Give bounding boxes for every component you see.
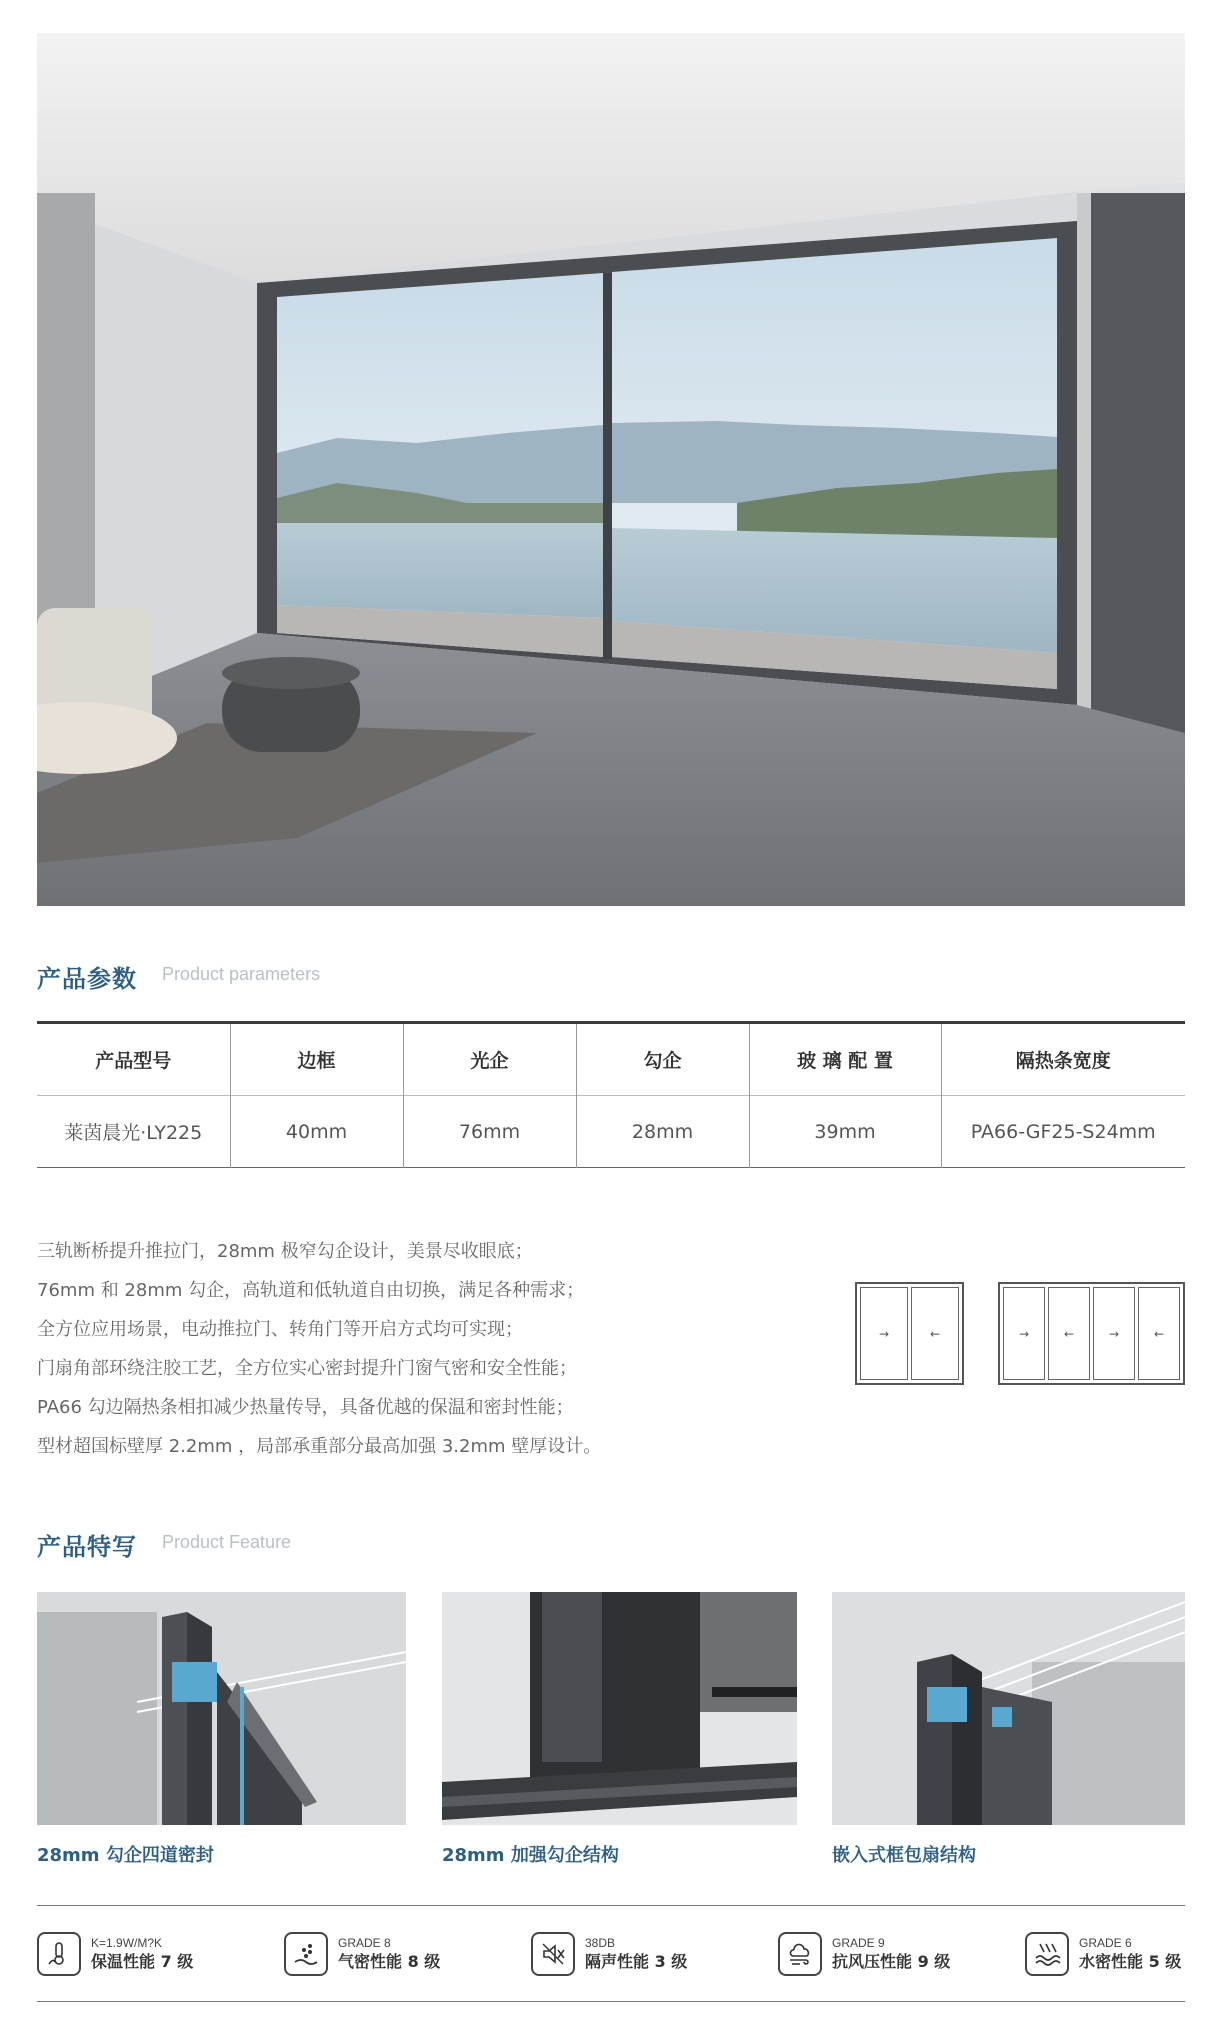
feature-image-embedded-frame [832, 1592, 1185, 1825]
table-header-cell: 光企 [403, 1023, 576, 1096]
door-panel-arrow: → [860, 1287, 908, 1380]
table-cell: 39mm [749, 1096, 941, 1168]
water-tight-icon [1025, 1932, 1069, 1976]
table-header-cell: 产品型号 [95, 1050, 172, 1072]
table-cell: 28mm [576, 1096, 749, 1168]
performance-divider-bottom [37, 2001, 1185, 2002]
features-title: 产品特写 [37, 1533, 137, 1561]
performance-label: 保温性能 7 级 [91, 1952, 194, 1971]
feature-caption: 28mm 加强勾企结构 [442, 1845, 619, 1866]
description-line: 三轨断桥提升推拉门，28mm 极窄勾企设计，美景尽收眼底； [37, 1241, 533, 1262]
two-panel-door-diagram [855, 1282, 964, 1385]
performance-grade: GRADE 9 [832, 1936, 885, 1950]
mute-speaker-icon [531, 1932, 575, 1976]
performance-item-wind [778, 1930, 950, 1978]
performance-item-water [1025, 1930, 1181, 1978]
table-header-cell: 隔热条宽度 [941, 1023, 1185, 1096]
feature-caption: 28mm 勾企四道密封 [37, 1845, 214, 1866]
performance-label: 抗风压性能 9 级 [832, 1952, 951, 1971]
door-panel-arrow: ← [1048, 1287, 1090, 1380]
table-cell: 40mm [230, 1096, 403, 1168]
table-header-cell: 玻 璃 配 置 [749, 1023, 941, 1096]
table-header-cell: 勾企 [576, 1023, 749, 1096]
hero-interior-image [37, 33, 1185, 906]
air-tight-icon [284, 1932, 328, 1976]
params-title: 产品参数 [37, 965, 137, 993]
params-subtitle: Product parameters [162, 964, 321, 984]
door-panel-arrow: → [1003, 1287, 1045, 1380]
description-line: 76mm 和 28mm 勾企，高轨道和低轨道自由切换，满足各种需求； [37, 1280, 585, 1301]
description-line: PA66 勾边隔热条相扣减少热量传导，具备优越的保温和密封性能； [37, 1397, 574, 1418]
performance-item-sound [531, 1930, 687, 1978]
description-line: 门扇角部环绕注胶工艺，全方位实心密封提升门窗气密和安全性能； [37, 1358, 577, 1379]
door-panel-arrow: ← [911, 1287, 959, 1380]
performance-label: 气密性能 8 级 [338, 1952, 441, 1971]
product-description [37, 1232, 797, 1466]
table-row [37, 1096, 1185, 1168]
performance-grade: GRADE 8 [338, 1936, 391, 1950]
feature-caption: 嵌入式框包扇结构 [832, 1845, 976, 1866]
table-cell: 76mm [403, 1096, 576, 1168]
description-line: 全方位应用场景，电动推拉门、转角门等开启方式均可实现； [37, 1319, 523, 1340]
description-line: 型材超国标壁厚 2.2mm ，局部承重部分最高加强 3.2mm 壁厚设计。 [37, 1436, 602, 1457]
table-cell: 莱茵晨光·LY225 [64, 1122, 203, 1144]
four-panel-door-diagram [998, 1282, 1185, 1385]
thermometer-hand-icon [37, 1932, 81, 1976]
performance-grade: 38DB [585, 1936, 616, 1950]
performance-item-thermal [37, 1930, 193, 1978]
door-panel-arrow: ← [1138, 1287, 1180, 1380]
features-subtitle: Product Feature [162, 1532, 292, 1552]
door-panel-arrow: → [1093, 1287, 1135, 1380]
table-header-row [37, 1023, 1185, 1096]
performance-label: 水密性能 5 级 [1079, 1952, 1182, 1971]
performance-grade: GRADE 6 [1079, 1936, 1132, 1950]
table-header-cell: 边框 [230, 1023, 403, 1096]
parameters-table [37, 1021, 1185, 1168]
wind-pressure-icon [778, 1932, 822, 1976]
performance-item-air [284, 1930, 440, 1978]
table-cell: PA66-GF25-S24mm [941, 1096, 1185, 1168]
feature-image-sealing [37, 1592, 406, 1825]
feature-image-reinforced [442, 1592, 797, 1825]
performance-divider-top [37, 1905, 1185, 1906]
performance-grade: K=1.9W/M?K [91, 1936, 163, 1950]
performance-label: 隔声性能 3 级 [585, 1952, 688, 1971]
